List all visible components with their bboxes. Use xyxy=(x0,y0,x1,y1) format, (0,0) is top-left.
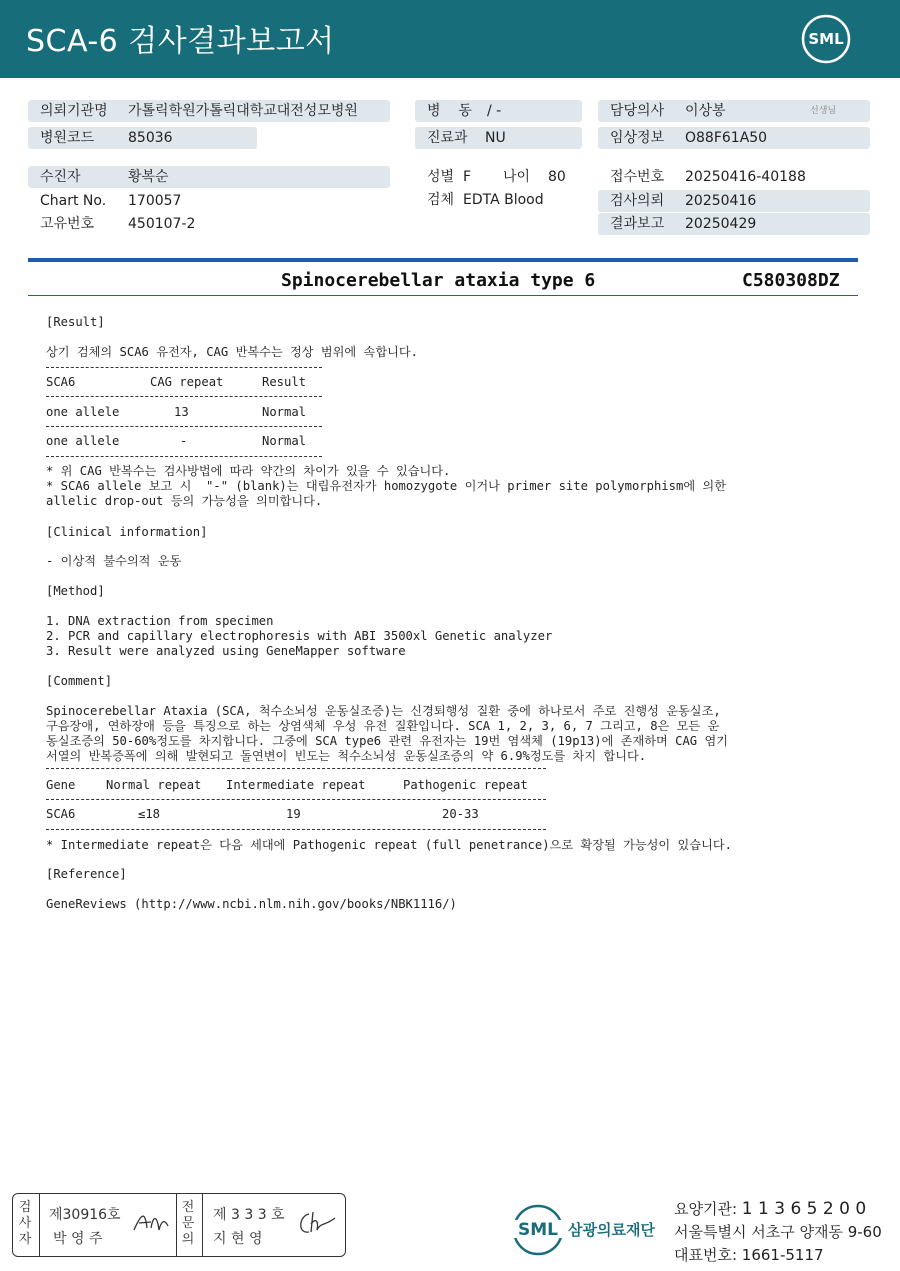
unique-label: 고유번호 xyxy=(40,216,95,232)
result-row2-repeat: - xyxy=(180,434,188,448)
divider xyxy=(46,768,546,769)
examiner-label: 검사자 xyxy=(18,1200,32,1247)
comment-line-4: 서열의 반복증폭에 의해 발현되고 돌연변이 빈도는 척수소뇌성 운동실조증의 약 6.9%정도를 차지 합니다. xyxy=(46,749,647,763)
comment-line-1: Spinocerebellar Ataxia (SCA, 척수소뇌성 운동실조증)는 신경퇴행성 질환 중에 하나로서 주로 진행성 운동실조, xyxy=(46,704,721,718)
specialist-label: 전문의 xyxy=(181,1200,195,1247)
method-line-2: 2. PCR and capillary electrophoresis with ABI 3500xl Genetic analyzer xyxy=(46,629,553,643)
method-heading: [Method] xyxy=(46,584,105,598)
chart-value: 170057 xyxy=(128,193,182,209)
patient-field xyxy=(28,166,390,188)
hospital-code-field xyxy=(28,127,257,149)
org-phone-line xyxy=(674,1244,824,1265)
repeat-row-normal: ≤18 xyxy=(138,807,161,821)
specialist-no: 제 3 3 3 호 xyxy=(213,1207,285,1223)
department-field xyxy=(415,127,582,149)
doctor-label: 담당의사 xyxy=(610,103,665,119)
repeat-col-gene: Gene xyxy=(46,778,76,792)
specialist-signature-icon xyxy=(295,1208,339,1238)
org-code-label: 요양기관: xyxy=(674,1200,738,1218)
institution-value: 가톨릭학원가톨릭대학교대전성모병원 xyxy=(128,103,358,119)
signature-box xyxy=(12,1193,346,1257)
clinical-heading: [Clinical information] xyxy=(46,525,208,539)
examiner-vertical-label xyxy=(18,1200,34,1248)
result-row1-allele: one allele xyxy=(46,405,120,419)
age-value: 80 xyxy=(548,169,566,185)
footer-logo-icon xyxy=(510,1202,566,1262)
specimen-value: EDTA Blood xyxy=(463,192,544,208)
footer-logo-text: SML xyxy=(518,1220,558,1240)
clinical-value: O88F61A50 xyxy=(685,130,768,146)
doctor-suffix: 선생님 xyxy=(810,106,837,116)
result-row1-result: Normal xyxy=(262,405,307,419)
org-address: 서울특별시 서초구 양재동 9-60 xyxy=(674,1223,882,1241)
divider xyxy=(46,396,322,397)
org-code: 1 1 3 6 5 2 0 0 xyxy=(741,1199,867,1219)
receipt-field xyxy=(598,166,870,188)
receipt-value: 20250416-40188 xyxy=(685,169,806,185)
title-rule-bottom xyxy=(28,295,858,296)
ward-field xyxy=(415,100,582,122)
result-row2-result: Normal xyxy=(262,434,307,448)
divider xyxy=(46,829,546,830)
org-code-line xyxy=(674,1198,866,1219)
method-line-3: 3. Result were analyzed using GeneMapper software xyxy=(46,644,406,658)
unique-value: 450107-2 xyxy=(128,216,196,232)
signature-divider xyxy=(39,1194,40,1256)
request-label: 검사의뢰 xyxy=(610,193,665,209)
specialist-vertical-label xyxy=(181,1200,197,1248)
request-value: 20250416 xyxy=(685,193,757,209)
repeat-col-pathogenic: Pathogenic repeat xyxy=(403,778,528,792)
repeat-row-pathogenic: 20-33 xyxy=(442,807,479,821)
result-note-2: * SCA6 allele 보고 시 "-" (blank)는 대립유전자가 homozygote 이거나 primer site polymorphism에 의한 xyxy=(46,479,726,493)
method-line-1: 1. DNA extraction from specimen xyxy=(46,614,274,628)
test-name: Spinocerebellar ataxia type 6 xyxy=(281,270,596,291)
result-note-3: allelic drop-out 등의 가능성을 의미합니다. xyxy=(46,494,323,508)
ward-label: 병 동 xyxy=(427,103,472,119)
age-label: 나이 xyxy=(503,169,531,185)
specimen-label: 검체 xyxy=(427,192,455,208)
test-code: C580308DZ xyxy=(742,270,840,291)
sex-label: 성별 xyxy=(427,169,455,185)
signature-divider xyxy=(176,1194,177,1256)
result-col-cag: CAG repeat xyxy=(150,375,224,389)
specimen-field xyxy=(415,189,585,211)
repeat-col-intermediate: Intermediate repeat xyxy=(226,778,366,792)
report-date-label: 결과보고 xyxy=(610,216,665,232)
chart-field xyxy=(28,190,390,212)
org-name: 삼광의료재단 xyxy=(568,1221,655,1239)
divider xyxy=(46,426,322,427)
comment-line-2: 구음장애, 연하장애 등을 특징으로 하는 상염색체 우성 유전 질환입니다. SCA 1, 2, 3, 6, 7 그리고, 8은 모든 운 xyxy=(46,719,720,733)
result-heading: [Result] xyxy=(46,315,105,329)
hospital-code-label: 병원코드 xyxy=(40,130,95,146)
result-row2-allele: one allele xyxy=(46,434,120,448)
org-phone: 1661-5117 xyxy=(741,1246,824,1264)
sex-value: F xyxy=(463,169,472,185)
result-row1-repeat: 13 xyxy=(174,405,189,419)
result-col-gene: SCA6 xyxy=(46,375,76,389)
comment-line-3: 동실조증의 50-60%정도를 차지합니다. 그중에 SCA type6 관련 유전자는 19번 염색체 (19p13)에 존재하며 CAG 염기 xyxy=(46,734,729,748)
report-header xyxy=(0,0,900,78)
doctor-value: 이상봉 xyxy=(685,103,726,119)
examiner-signature-icon xyxy=(131,1208,171,1238)
reference-heading: [Reference] xyxy=(46,867,127,881)
clinical-field xyxy=(598,127,870,149)
receipt-label: 접수번호 xyxy=(610,169,665,185)
comment-note: * Intermediate repeat은 다음 세대에 Pathogenic repeat (full penetrance)으로 확장될 가능성이 있습니다. xyxy=(46,838,732,852)
org-phone-label: 대표번호: xyxy=(674,1246,738,1264)
clinical-label: 임상정보 xyxy=(610,130,665,146)
comment-heading: [Comment] xyxy=(46,674,113,688)
divider xyxy=(46,799,546,800)
ward-value: / - xyxy=(487,103,502,119)
repeat-row-intermediate: 19 xyxy=(286,807,301,821)
clinical-text: - 이상적 불수의적 운동 xyxy=(46,554,182,568)
unique-field xyxy=(28,213,390,235)
signature-divider xyxy=(202,1194,203,1256)
repeat-col-normal: Normal repeat xyxy=(106,778,202,792)
examiner-no: 제30916호 xyxy=(49,1207,121,1223)
result-summary: 상기 검체의 SCA6 유전자, CAG 반복수는 정상 범위에 속합니다. xyxy=(46,345,418,359)
reference-text: GeneReviews (http://www.ncbi.nlm.nih.gov/books/NBK1116/) xyxy=(46,897,457,911)
result-col-result: Result xyxy=(262,375,307,389)
institution-field xyxy=(28,100,390,122)
hospital-code-value: 85036 xyxy=(128,130,173,146)
doctor-field xyxy=(598,100,870,122)
report-date-field xyxy=(598,213,870,235)
sex-age-field xyxy=(415,166,585,188)
repeat-row-gene: SCA6 xyxy=(46,807,76,821)
patient-label: 수진자 xyxy=(40,169,81,185)
specialist-name: 지 현 영 xyxy=(213,1231,263,1247)
report-date-value: 20250429 xyxy=(685,216,757,232)
institution-label: 의뢰기관명 xyxy=(40,103,108,119)
report-title: SCA-6 검사결과보고서 xyxy=(26,24,335,59)
patient-value: 황복순 xyxy=(128,169,169,185)
divider xyxy=(46,367,322,368)
sml-logo-icon xyxy=(800,13,852,65)
department-value: NU xyxy=(485,130,506,146)
header-logo-text: SML xyxy=(808,30,844,48)
request-field xyxy=(598,190,870,212)
chart-label: Chart No. xyxy=(40,193,107,209)
result-note-1: * 위 CAG 반복수는 검사방법에 따라 약간의 차이가 있을 수 있습니다. xyxy=(46,464,451,478)
department-label: 진료과 xyxy=(427,130,468,146)
divider xyxy=(46,456,322,457)
examiner-name: 박 영 주 xyxy=(53,1231,103,1247)
title-rule-top xyxy=(28,258,858,262)
